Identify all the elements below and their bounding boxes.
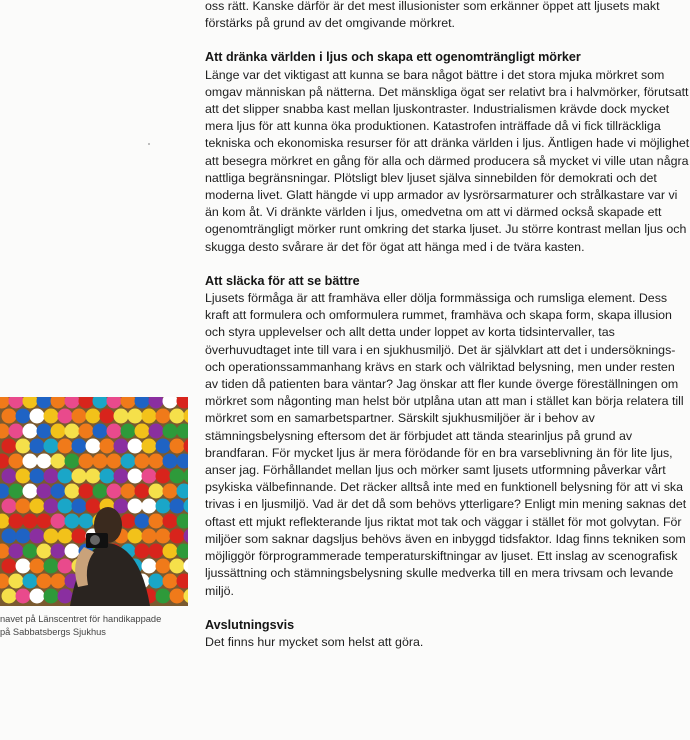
ball <box>163 484 178 499</box>
section-heading-conclusion: Avslutningsvis <box>205 617 295 632</box>
ball <box>149 397 164 409</box>
ball <box>79 424 94 439</box>
ball <box>135 397 150 409</box>
ball <box>156 499 171 514</box>
ball <box>135 484 150 499</box>
ball <box>163 454 178 469</box>
ball <box>44 529 59 544</box>
ball <box>135 454 150 469</box>
ball <box>2 439 17 454</box>
section-heading-drown-world: Att dränka världen i ljus och skapa ett ogenomträngligt mörker <box>205 50 581 65</box>
ball <box>37 514 52 529</box>
ball <box>177 574 189 589</box>
ball <box>93 397 108 409</box>
ball <box>9 514 24 529</box>
ball <box>163 514 178 529</box>
ball <box>30 559 45 574</box>
ball <box>9 544 24 559</box>
ball <box>23 454 38 469</box>
ball <box>107 424 122 439</box>
ball-pit-image <box>0 397 188 606</box>
ball <box>163 397 178 409</box>
ball <box>121 424 136 439</box>
ball <box>65 514 80 529</box>
ball <box>170 529 185 544</box>
ball <box>170 439 185 454</box>
ball <box>142 559 157 574</box>
ball <box>156 529 171 544</box>
ball <box>72 469 87 484</box>
ball <box>142 469 157 484</box>
ball <box>100 409 115 424</box>
ball <box>44 589 59 604</box>
ball <box>86 439 101 454</box>
ball <box>44 409 59 424</box>
ball <box>142 409 157 424</box>
ball <box>30 439 45 454</box>
ball <box>51 397 66 409</box>
ball <box>79 454 94 469</box>
ball <box>114 439 129 454</box>
article-column <box>205 0 690 651</box>
ball <box>142 439 157 454</box>
ball <box>44 499 59 514</box>
ball <box>16 589 31 604</box>
ball <box>51 574 66 589</box>
ball-pit-photo <box>0 397 188 606</box>
ball <box>177 514 189 529</box>
ball <box>184 469 189 484</box>
ball <box>121 454 136 469</box>
ball <box>177 397 189 409</box>
ball <box>0 544 10 559</box>
ball <box>58 469 73 484</box>
ball <box>156 409 171 424</box>
ball <box>0 574 10 589</box>
ball <box>72 439 87 454</box>
ball <box>79 484 94 499</box>
ball <box>93 484 108 499</box>
ball <box>37 454 52 469</box>
ball <box>107 484 122 499</box>
ball <box>2 499 17 514</box>
ball <box>156 439 171 454</box>
spacer <box>205 600 690 617</box>
ball <box>128 529 143 544</box>
ball <box>0 514 10 529</box>
ball <box>100 439 115 454</box>
ball <box>184 529 189 544</box>
ball <box>16 469 31 484</box>
ball <box>128 499 143 514</box>
ball <box>128 409 143 424</box>
ball <box>23 484 38 499</box>
ball <box>79 397 94 409</box>
ball <box>121 397 136 409</box>
ball <box>156 469 171 484</box>
ball <box>51 484 66 499</box>
ball <box>135 424 150 439</box>
ball <box>128 439 143 454</box>
ball <box>16 499 31 514</box>
ball <box>121 514 136 529</box>
ball <box>121 484 136 499</box>
ball <box>170 559 185 574</box>
ball <box>65 484 80 499</box>
ball <box>58 499 73 514</box>
ball <box>51 544 66 559</box>
ball <box>142 499 157 514</box>
ball <box>44 439 59 454</box>
ball <box>2 529 17 544</box>
ball <box>65 454 80 469</box>
ball <box>79 514 94 529</box>
ball <box>128 469 143 484</box>
ball <box>86 499 101 514</box>
ball <box>2 409 17 424</box>
ball <box>177 454 189 469</box>
speck <box>148 143 150 145</box>
ball <box>86 409 101 424</box>
ball <box>149 454 164 469</box>
ball <box>114 409 129 424</box>
ball <box>149 424 164 439</box>
ball <box>184 589 189 604</box>
ball <box>170 499 185 514</box>
ball <box>16 439 31 454</box>
section-body-turn-off: Ljusets förmåga är att framhäva eller dölja formmässiga och rumsliga element. Dess kraft att formulera och omformulera rummet, framhäva och skapa form, skapa illusion och styra upplevelser och allt detta under loppet av korta tidsintervaller, tas överhuvudtaget inte till vara i en sjukhusmiljö. Det är självklart att det i undersöknings- och operationssammanhang krävs en stark och välriktad belysning, men under resten av tiden då patienten bara väntar? Jag önskar att fler kunde överge föreställningen om mörkret som någonting man helst bör utplåna utan att man i stället kan börja relatera till mörkret som en samarbetspartner. Särskilt sjukhusmiljöer är i behov av stämningsbelysning eftersom det är förbjudet att tända stearinljus på grund av brandfaran. För mycket ljus är mera förödande för en bra varseblivning än för lite ljus, anser jag. Förhållandet mellan ljus och mörker samt ljusets utformning påverkar vårt psykiska välbefinnande. Det räcker alltså inte med en funktionell belysning för att vi ska trivas i en ljusmiljö. Vad är det då som behövs ytterligare? Enligt min mening saknas det oftast ett mjukt reflekterande ljus riktat mot tak och väggar i stället för mot golvytan. För miljöer som saknar dagsljus behövs även en inbyggd tidsfaktor. Idag finns tekniken som möjliggör förprogrammerade temperaturskiftningar av ljuset. Ett inslag av scenografisk ljussättning och stämningsbelysning skulle medverka till en mera trivsam och levande miljö. <box>205 291 687 598</box>
spacer <box>205 256 690 273</box>
ball <box>23 544 38 559</box>
ball <box>23 397 38 409</box>
ball <box>30 409 45 424</box>
ball <box>0 454 10 469</box>
ball <box>23 574 38 589</box>
ball <box>9 574 24 589</box>
ball <box>163 574 178 589</box>
ball <box>170 589 185 604</box>
ball <box>149 514 164 529</box>
ball <box>142 529 157 544</box>
section-heading-turn-off: Att släcka för att se bättre <box>205 273 360 288</box>
ball <box>2 589 17 604</box>
ball <box>177 484 189 499</box>
ball <box>184 499 189 514</box>
ball <box>58 439 73 454</box>
ball <box>156 559 171 574</box>
ball <box>184 439 189 454</box>
ball <box>30 529 45 544</box>
ball <box>2 559 17 574</box>
ball <box>16 409 31 424</box>
ball <box>37 574 52 589</box>
ball <box>58 529 73 544</box>
ball <box>177 424 189 439</box>
ball <box>135 514 150 529</box>
ball <box>65 397 80 409</box>
ball <box>2 469 17 484</box>
ball <box>30 469 45 484</box>
ball <box>58 409 73 424</box>
ball <box>107 454 122 469</box>
ball <box>58 559 73 574</box>
ball <box>16 529 31 544</box>
spacer <box>205 32 690 49</box>
ball <box>135 544 150 559</box>
ball <box>65 424 80 439</box>
ball <box>44 559 59 574</box>
ball <box>51 424 66 439</box>
caption-line-1: navet på Länscentret för handikappade <box>0 614 162 624</box>
ball <box>184 409 189 424</box>
ball <box>72 499 87 514</box>
ball <box>149 544 164 559</box>
ball <box>0 424 10 439</box>
ball <box>177 544 189 559</box>
ball <box>16 559 31 574</box>
ball <box>72 529 87 544</box>
ball <box>30 499 45 514</box>
ball <box>72 409 87 424</box>
section-body-drown-world: Länge var det viktigast att kunna se bara något bättre i det stora mjuka mörkret som omgav människan på nätterna. Det mänskliga ögat ser relativt bra i halvmörker, förutsatt att det slipper snabba kast mellan ljuskontraster. Industrialismen krävde dock mycket mera ljus för att kunna öka produktionen. Katastrofen inträffade då vi fick tillräckliga tekniska och ekonomiska resurser för att dränka världen i ljus. Äntligen hade vi möjlighet att besegra mörkret en gång för alla och därmed producera så mycket vi ville utan några nattliga begränsningar. Plötsligt blev ljuset själva sinnebilden för demokrati och det moderna livet. Glatt hängde vi upp armador av lysrörsarmaturer och strålkastare var vi än kom åt. Vi dränkte världen i ljus, omedvetna om att vi därmed också skapade ett ogenomträngligt mörker runt omkring det starka ljuset. Ju större kontrast mellan ljus och skugga desto svårare är det för ögat att hänga med i de tvära kasten. <box>205 67 690 254</box>
ball <box>37 544 52 559</box>
ball <box>93 424 108 439</box>
ball <box>0 484 10 499</box>
ball <box>86 469 101 484</box>
ball <box>65 544 80 559</box>
ball <box>9 454 24 469</box>
ball <box>30 589 45 604</box>
ball <box>51 514 66 529</box>
ball <box>9 424 24 439</box>
ball <box>51 454 66 469</box>
ball <box>9 484 24 499</box>
ball <box>9 397 24 409</box>
ball <box>184 559 189 574</box>
caption-line-2: på Sabbatsbergs Sjukhus <box>0 626 106 637</box>
ball <box>156 589 171 604</box>
ball <box>170 409 185 424</box>
ball <box>23 514 38 529</box>
ball <box>23 424 38 439</box>
ball <box>37 484 52 499</box>
ball <box>44 469 59 484</box>
ball <box>107 397 122 409</box>
ball <box>170 469 185 484</box>
ball <box>149 574 164 589</box>
ball <box>163 424 178 439</box>
photo-caption <box>0 613 200 638</box>
section-body-conclusion: Det finns hur mycket som helst att göra. <box>205 634 424 649</box>
ball <box>37 424 52 439</box>
ball <box>114 469 129 484</box>
intro-paragraph: oss rätt. Kanske därför är det mest illusionister som erkänner öppet att ljusets makt förstärks på grund av det omgivande mörkret. <box>205 0 660 31</box>
ball <box>0 397 10 409</box>
ball <box>163 544 178 559</box>
ball <box>93 454 108 469</box>
ball <box>149 484 164 499</box>
ball <box>58 589 73 604</box>
ball <box>37 397 52 409</box>
ball <box>100 469 115 484</box>
